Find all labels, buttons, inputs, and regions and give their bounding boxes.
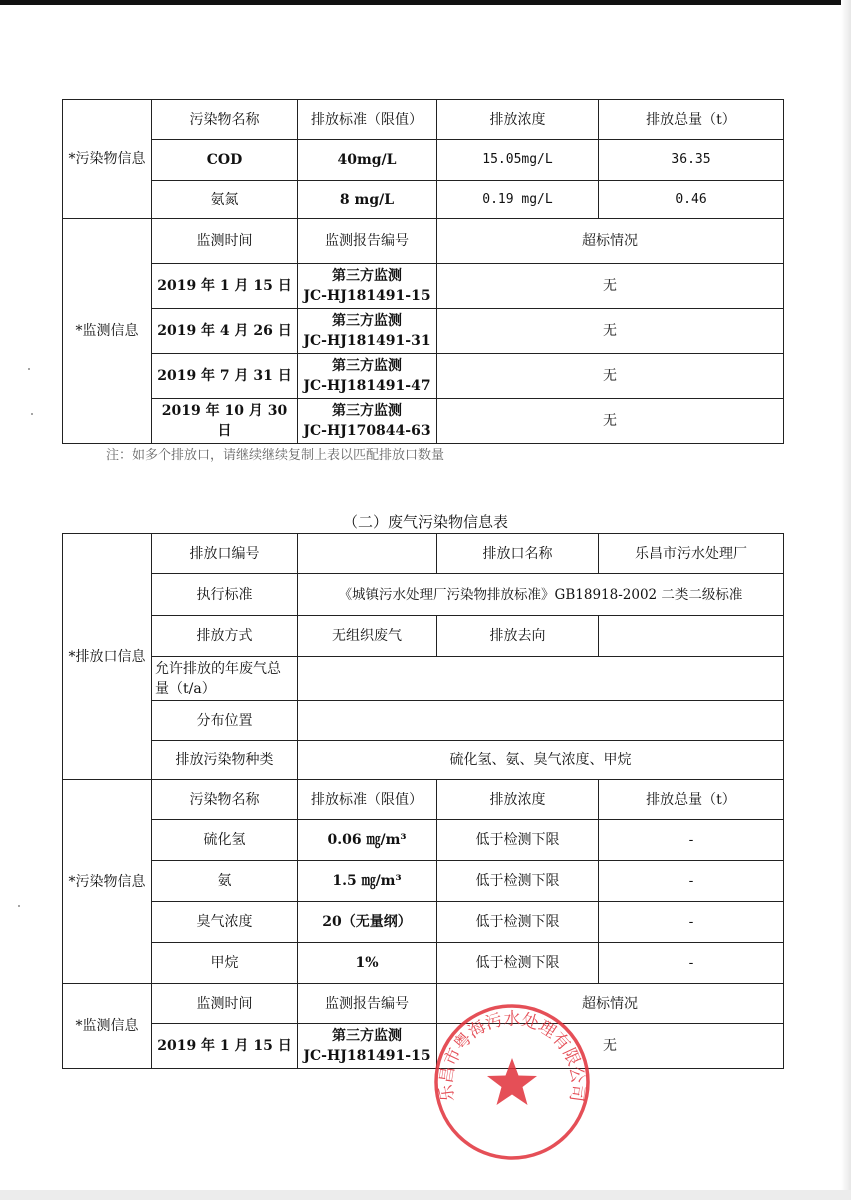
location-label: 分布位置 — [152, 701, 298, 741]
footnote: 注：如多个排放口，请继续继续复制上表以匹配排放口数量 — [106, 448, 445, 463]
pollutant-name: 臭气浓度 — [152, 902, 298, 943]
gas-pollutant-section-label: *污染物信息 — [63, 780, 152, 984]
allowed-total-label: 允许排放的年废气总量（t/a） — [152, 657, 298, 701]
monitor-report: 第三方监测 JC-HJ170844-63 — [298, 399, 437, 444]
header-report-no: 监测报告编号 — [298, 984, 437, 1024]
pollutant-name: 氨氮 — [152, 181, 298, 219]
pollutant-total: 0.46 — [599, 181, 784, 219]
company-seal — [432, 1002, 592, 1162]
pollutant-limit: 8 mg/L — [298, 181, 437, 219]
gas-table-title: （二）废气污染物信息表 — [342, 513, 508, 531]
monitor-exceed: 无 — [437, 1024, 784, 1069]
scan-speck — [31, 413, 33, 415]
monitor-date: 2019 年 1 月 15 日 — [152, 1024, 298, 1069]
monitor-exceed: 无 — [437, 399, 784, 444]
header-report-no: 监测报告编号 — [298, 219, 437, 264]
monitor-date: 2019 年 1 月 15 日 — [152, 264, 298, 309]
scan-bottom-edge — [0, 1190, 851, 1200]
outlet-name-value: 乐昌市污水处理厂 — [599, 534, 784, 574]
water-pollutant-table — [62, 99, 784, 444]
scan-top-edge — [0, 0, 851, 5]
header-pollutant-name: 污染物名称 — [152, 780, 298, 820]
pollutant-total: - — [599, 902, 784, 943]
monitor-report: 第三方监测 JC-HJ181491-15 — [298, 1024, 437, 1069]
pollutant-types-label: 排放污染物种类 — [152, 741, 298, 780]
pollutant-limit: 1% — [298, 943, 437, 984]
header-concentration: 排放浓度 — [437, 100, 599, 140]
header-concentration: 排放浓度 — [437, 780, 599, 820]
standard-value: 《城镇污水处理厂污染物排放标准》GB18918-2002 二类二级标准 — [298, 574, 784, 616]
pollutant-concentration: 低于检测下限 — [437, 902, 599, 943]
monitor-date: 2019 年 7 月 31 日 — [152, 354, 298, 399]
monitor-exceed: 无 — [437, 264, 784, 309]
pollutant-concentration: 15.05mg/L — [437, 140, 599, 181]
header-monitor-date: 监测时间 — [152, 984, 298, 1024]
scan-speck — [18, 905, 20, 907]
pollutant-concentration: 低于检测下限 — [437, 861, 599, 902]
scan-right-edge — [841, 0, 851, 1200]
standard-label: 执行标准 — [152, 574, 298, 616]
header-exceed: 超标情况 — [437, 219, 784, 264]
scan-speck — [28, 368, 30, 370]
pollutant-limit: 1.5 ㎎/m³ — [298, 861, 437, 902]
header-total: 排放总量（t） — [599, 100, 784, 140]
header-limit: 排放标准（限值） — [298, 100, 437, 140]
outlet-no-label: 排放口编号 — [152, 534, 298, 574]
direction-label: 排放去向 — [437, 616, 599, 657]
pollutant-total: - — [599, 943, 784, 984]
header-total: 排放总量（t） — [599, 780, 784, 820]
allowed-total-value — [298, 657, 784, 701]
monitor-report: 第三方监测 JC-HJ181491-47 — [298, 354, 437, 399]
water-pollutant-section-label: *污染物信息 — [63, 100, 152, 219]
header-pollutant-name: 污染物名称 — [152, 100, 298, 140]
pollutant-limit: 0.06 ㎎/m³ — [298, 820, 437, 861]
pollutant-types-value: 硫化氢、氨、臭气浓度、甲烷 — [298, 741, 784, 780]
monitor-date: 2019 年 10 月 30 日 — [152, 399, 298, 444]
header-limit: 排放标准（限值） — [298, 780, 437, 820]
gas-pollutant-table — [62, 533, 784, 1069]
direction-value — [599, 616, 784, 657]
monitor-exceed: 无 — [437, 354, 784, 399]
monitor-report: 第三方监测 JC-HJ181491-31 — [298, 309, 437, 354]
pollutant-limit: 20（无量纲） — [298, 902, 437, 943]
monitor-date: 2019 年 4 月 26 日 — [152, 309, 298, 354]
method-value: 无组织废气 — [298, 616, 437, 657]
location-value — [298, 701, 784, 741]
pollutant-concentration: 低于检测下限 — [437, 820, 599, 861]
header-exceed: 超标情况 — [437, 984, 784, 1024]
seal-star — [487, 1058, 537, 1105]
gas-monitor-section-label: *监测信息 — [63, 984, 152, 1069]
seal-text: 乐昌市粤海污水处理有限公司 — [436, 1009, 588, 1103]
pollutant-limit: 40mg/L — [298, 140, 437, 181]
gas-outlet-section-label: *排放口信息 — [63, 534, 152, 780]
pollutant-name: 硫化氢 — [152, 820, 298, 861]
water-monitor-section-label: *监测信息 — [63, 219, 152, 444]
pollutant-name: 甲烷 — [152, 943, 298, 984]
pollutant-total: 36.35 — [599, 140, 784, 181]
method-label: 排放方式 — [152, 616, 298, 657]
pollutant-concentration: 低于检测下限 — [437, 943, 599, 984]
pollutant-total: - — [599, 820, 784, 861]
monitor-report: 第三方监测 JC-HJ181491-15 — [298, 264, 437, 309]
outlet-name-label: 排放口名称 — [437, 534, 599, 574]
monitor-exceed: 无 — [437, 309, 784, 354]
outlet-no-value — [298, 534, 437, 574]
pollutant-name: COD — [152, 140, 298, 181]
pollutant-concentration: 0.19 mg/L — [437, 181, 599, 219]
pollutant-total: - — [599, 861, 784, 902]
pollutant-name: 氨 — [152, 861, 298, 902]
header-monitor-date: 监测时间 — [152, 219, 298, 264]
